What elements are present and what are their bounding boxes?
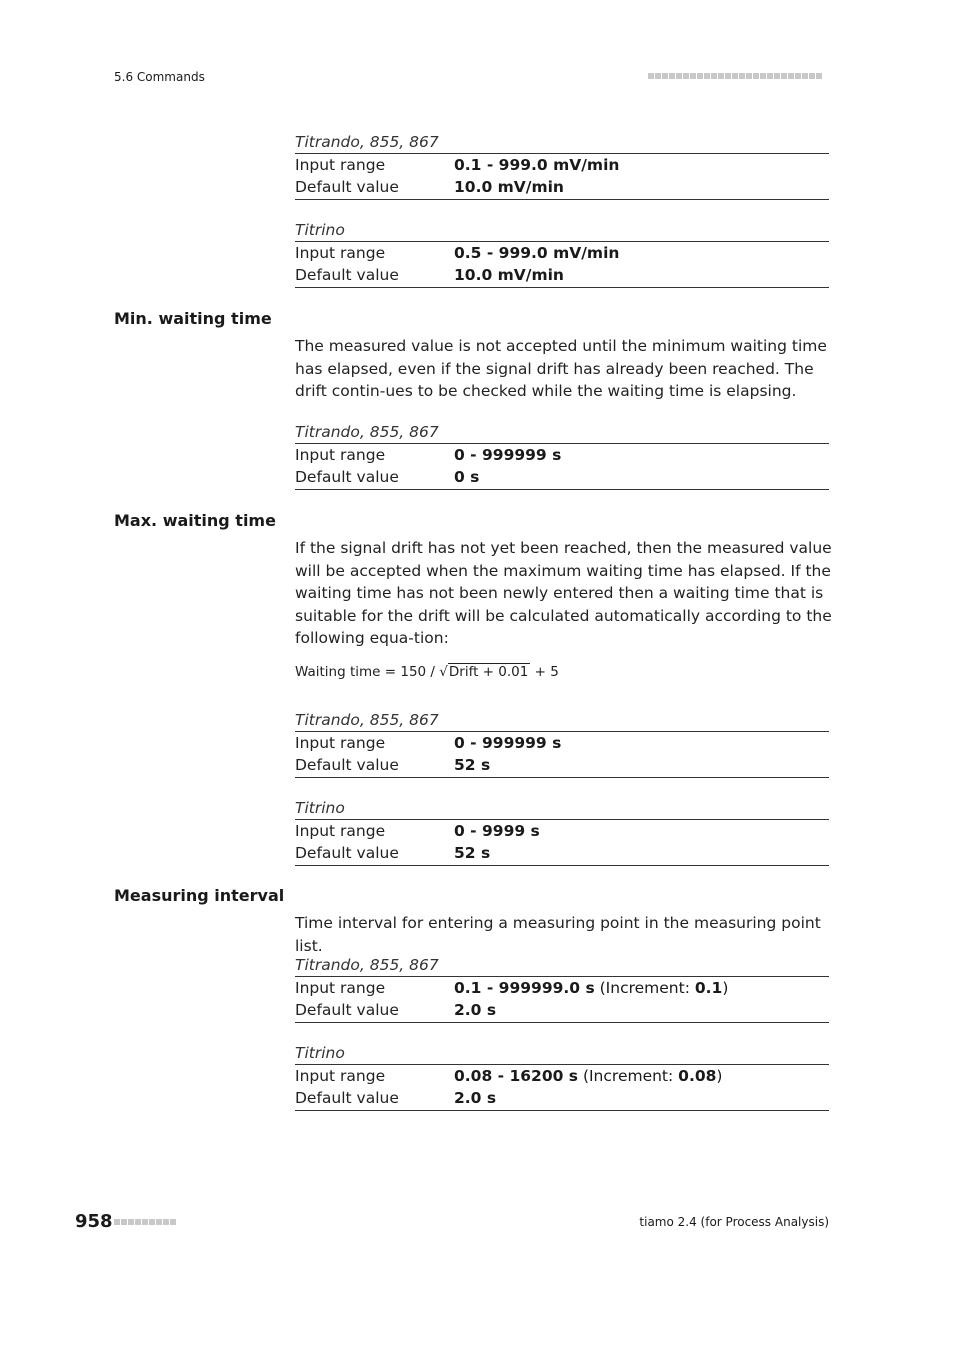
description-measuring-interval: Time interval for entering a measuring point in the measuring point list. — [295, 914, 821, 955]
row-label: Input range — [295, 156, 386, 174]
description-min-waiting-time: The measured value is not accepted until the minimum waiting time has elapsed, even if the signal drift has already been reached. The drift contin-ues to be checked while the waiting time is elapsing. — [295, 337, 827, 400]
param-table-titrino-max-wait — [295, 797, 829, 866]
table-row — [295, 977, 829, 999]
table-row — [295, 754, 829, 776]
section-breadcrumb: 5.6 Commands — [114, 70, 205, 84]
row-value: 0 - 9999 s — [454, 822, 540, 840]
row-value — [454, 977, 829, 999]
waiting-time-formula — [295, 664, 559, 680]
row-value: 0 - 999999 s — [454, 446, 562, 464]
increment-value: 0.1 — [694, 979, 723, 997]
table-row — [295, 1065, 829, 1087]
table-row — [295, 242, 829, 264]
table-title: Titrino — [295, 799, 345, 817]
table-row — [295, 466, 829, 488]
param-table-titrando-max-wait — [295, 709, 829, 778]
page-number: 958 — [75, 1211, 113, 1232]
param-table-titrando-drift — [295, 131, 829, 200]
increment-prefix: (Increment: — [594, 979, 695, 997]
row-label: Input range — [295, 244, 386, 262]
formula-left: Waiting time = 150 / — [295, 664, 440, 680]
row-value: 10.0 mV/min — [454, 266, 564, 284]
range-value: 0.08 - 16200 s — [454, 1067, 579, 1085]
row-value: 52 s — [454, 844, 491, 862]
sqrt-sign: √ — [439, 664, 448, 680]
row-label: Input range — [295, 822, 386, 840]
heading-max-waiting-time: Max. waiting time — [114, 511, 276, 530]
increment-suffix: ) — [722, 979, 729, 997]
row-value — [454, 1065, 829, 1087]
table-row — [295, 1087, 829, 1109]
description-max-waiting-time: If the signal drift has not yet been reached, then the measured value will be accepted when the maximum waiting time has elapsed. If the waiting time has not been newly entered then a waiting time that is suitable for the drift will be calculated automatically according to the following equa-tion: — [295, 539, 832, 647]
row-label: Input range — [295, 446, 386, 464]
product-name: tiamo 2.4 (for Process Analysis) — [639, 1215, 829, 1229]
table-row — [295, 820, 829, 842]
table-row — [295, 732, 829, 754]
formula-right: + 5 — [530, 664, 559, 680]
sqrt-argument: Drift + 0.01 — [448, 664, 529, 680]
row-label: Default value — [295, 756, 399, 774]
increment-prefix: (Increment: — [578, 1067, 679, 1085]
row-value: 2.0 s — [454, 1001, 497, 1019]
table-title: Titrando, 855, 867 — [295, 711, 439, 729]
table-title: Titrando, 855, 867 — [295, 423, 439, 441]
row-label: Input range — [295, 1067, 386, 1085]
table-row — [295, 842, 829, 864]
row-label: Input range — [295, 979, 386, 997]
table-row — [295, 444, 829, 466]
param-table-titrando-min-wait — [295, 421, 829, 490]
row-value: 52 s — [454, 756, 491, 774]
increment-value: 0.08 — [678, 1067, 717, 1085]
row-label: Input range — [295, 734, 386, 752]
row-label: Default value — [295, 844, 399, 862]
table-row — [295, 176, 829, 198]
table-title: Titrando, 855, 867 — [295, 956, 439, 974]
heading-min-waiting-time: Min. waiting time — [114, 309, 272, 328]
row-value: 10.0 mV/min — [454, 178, 564, 196]
row-label: Default value — [295, 178, 399, 196]
row-label: Default value — [295, 1001, 399, 1019]
row-label: Default value — [295, 1089, 399, 1107]
param-table-titrino-drift — [295, 219, 829, 288]
table-row — [295, 154, 829, 176]
increment-suffix: ) — [716, 1067, 723, 1085]
header-decoration — [648, 73, 823, 79]
param-table-titrando-interval — [295, 954, 829, 1023]
range-value: 0.1 - 999999.0 s — [454, 979, 595, 997]
table-row — [295, 264, 829, 286]
row-value: 0.5 - 999.0 mV/min — [454, 244, 620, 262]
row-value: 2.0 s — [454, 1089, 497, 1107]
row-value: 0 - 999999 s — [454, 734, 562, 752]
param-table-titrino-interval — [295, 1042, 829, 1111]
row-label: Default value — [295, 266, 399, 284]
heading-measuring-interval: Measuring interval — [114, 886, 285, 905]
table-title: Titrando, 855, 867 — [295, 133, 439, 151]
table-title: Titrino — [295, 221, 345, 239]
table-row — [295, 999, 829, 1021]
table-title: Titrino — [295, 1044, 345, 1062]
row-value: 0.1 - 999.0 mV/min — [454, 156, 620, 174]
row-label: Default value — [295, 468, 399, 486]
row-value: 0 s — [454, 468, 480, 486]
footer-decoration — [114, 1219, 177, 1225]
